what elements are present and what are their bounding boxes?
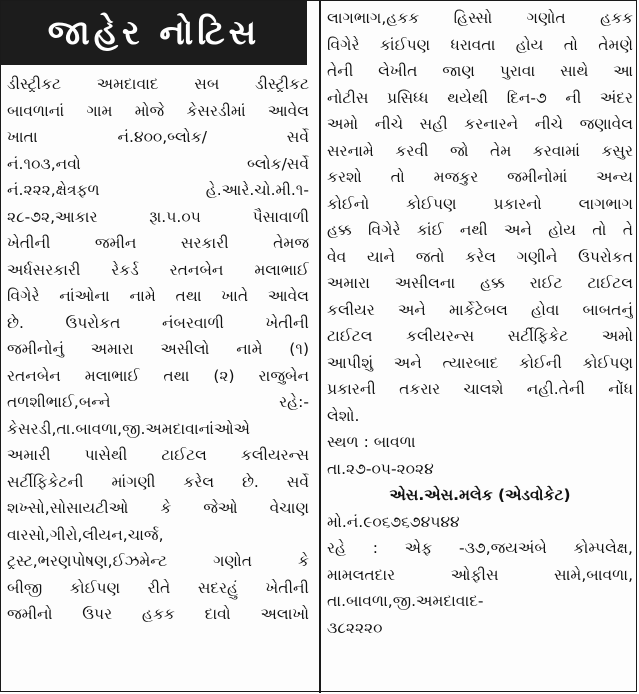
notice-line: જમીનો ઉપર હકક દાવો અલાખો — [7, 605, 309, 623]
right-column — [327, 5, 633, 641]
notice-line: બાવળાનાં ગામ મોજે કેસરડીમાં આવેલ — [7, 101, 309, 120]
notice-line: નોટીસ પ્રસિધ્ધ થયેથી દિન-૭ ની અંદર — [327, 88, 633, 107]
notice-line: આપીશું અને ત્યારબાદ કોઈની કોઈપણ — [327, 353, 633, 372]
notice-line: તળશીભાઈ,બન્ને રહે:- — [7, 393, 309, 411]
notice-line: ટ્રસ્ટ,ભરણપોષણ,ઈઝમેન્ટ ગણોત કે — [7, 552, 309, 570]
notice-line: સર્ટીફિકેટની માંગણી કરેલ છે. સર્વે — [7, 472, 309, 491]
notice-line: ડીસ્ટ્રીકટ અમદાવાદ સબ ડીસ્ટ્રીકટ — [7, 75, 309, 93]
mobile-number: મો.નં.૯૦૬૭૬૭૪૫૪૪ — [327, 512, 460, 531]
address-line: મામલતદાર ઓફીસ સામે,બાવળા, — [327, 565, 633, 584]
notice-line: રતનબેન મલાભાઈ તથા (૨) રાજુબેન — [7, 366, 309, 385]
notice-line: હક્ક વિગેરે કાંઈ નથી અને હોય તો તે — [327, 221, 633, 239]
notice-line: ખેતીની જમીન સરકારી તેમજ — [7, 234, 309, 252]
notice-line: તેની લેખીત જાણ પુરાવા સાથે આ — [327, 62, 633, 80]
notice-line: વિગેરે કાંઈપણ ધરાવતા હોય તો તેમણે — [327, 35, 633, 54]
notice-line: કરશો તો મજકુર જમીનોમાં અન્ય — [327, 168, 633, 186]
notice-line: ૨૮-૭૨,આકાર રૂા.૫.૦૫ પૈસાવાળી — [7, 207, 309, 226]
notice-line: કલીયર અને માર્કેટેબલ હોવા બાબતનું — [327, 300, 633, 319]
notice-line: નં.૧૦૩,નવો બ્લોક/સર્વે — [7, 154, 309, 173]
notice-line: જમીનોનું અમારા અસીલો નામે (૧) — [7, 340, 309, 358]
notice-line: વેવ યાને જતો કરેલ ગણીને ઉપરોકત — [327, 247, 633, 266]
notice-line: છે. ઉપરોકત નંબરવાળી ખેતીની — [7, 313, 309, 332]
notice-line: પ્રકારની તકરાર ચાલશે નહી.તેની નોંધ — [327, 380, 633, 398]
notice-line: લેશો. — [327, 406, 360, 425]
notice-line: અમો નીચે સહી કરનારને નીચે જણાવેલ — [327, 115, 633, 133]
address-line: ૩૮૨૨૨૦ — [327, 618, 383, 637]
notice-line: બીજી કોઈપણ રીતે સદરહું ખેતીની — [7, 578, 309, 597]
notice-line: શખ્સો,સોસાયટીઓ કે જેઓ વેચાણ — [7, 499, 309, 517]
notice-line: નં.૨૨૨,ક્ષેત્રફળ હે.આરે.ચો.મી.૧- — [7, 181, 309, 199]
date-line: તા.૨૭-૦૫-૨૦૨૪ — [327, 459, 434, 478]
notice-line: લાગભાગ,હકક હિસ્સો ગણોત હકક — [327, 9, 633, 27]
address-line: રહે : એફ -૩૭,જયઅંબે કોમ્પલેક્ષ, — [327, 539, 633, 557]
column-divider — [319, 1, 321, 693]
notice-line: વારસો,ગીરો,લીયન,ચાર્જ, — [7, 525, 164, 544]
address-line: તા.બાવળા,જી.અમદાવાદ- — [327, 592, 484, 610]
notice-line: કેસરડી,તા.બાવળા,જી.અમદાવાનાંઓએ — [7, 419, 251, 438]
notice-line: સરનામે કરવી જો તેમ કરવામાં કસુર — [327, 141, 633, 160]
notice-line: ટાઈટલ કલીયરન્સ સર્ટીફિકેટ અમો — [327, 327, 633, 345]
notice-line: અમારા અસીલના હક્ક રાઈટ ટાઈટલ — [327, 274, 633, 292]
notice-line: કોઈનો કોઈપણ પ્રકારનો લાગભાગ — [327, 194, 633, 213]
notice-title: જાહેર નોટિસ — [1, 1, 307, 65]
notice-line: ખાતા નં.૪૦૦,બ્લોક/ સર્વે — [7, 128, 309, 146]
notice-line: વિગેરે નાંઓના નામે તથા ખાતે આવેલ — [7, 287, 309, 305]
notice-line: અર્ધસરકારી રેકર્ડ રતનબેન મલાભાઈ — [7, 260, 309, 279]
signatory-name: એસ.એસ.મલેક (એડવોકેટ) — [389, 486, 571, 504]
left-column — [7, 71, 309, 628]
place-line: સ્થળ : બાવળા — [327, 433, 416, 451]
notice-line: અમારી પાસેથી ટાઈટલ કલીયરન્સ — [7, 446, 309, 464]
